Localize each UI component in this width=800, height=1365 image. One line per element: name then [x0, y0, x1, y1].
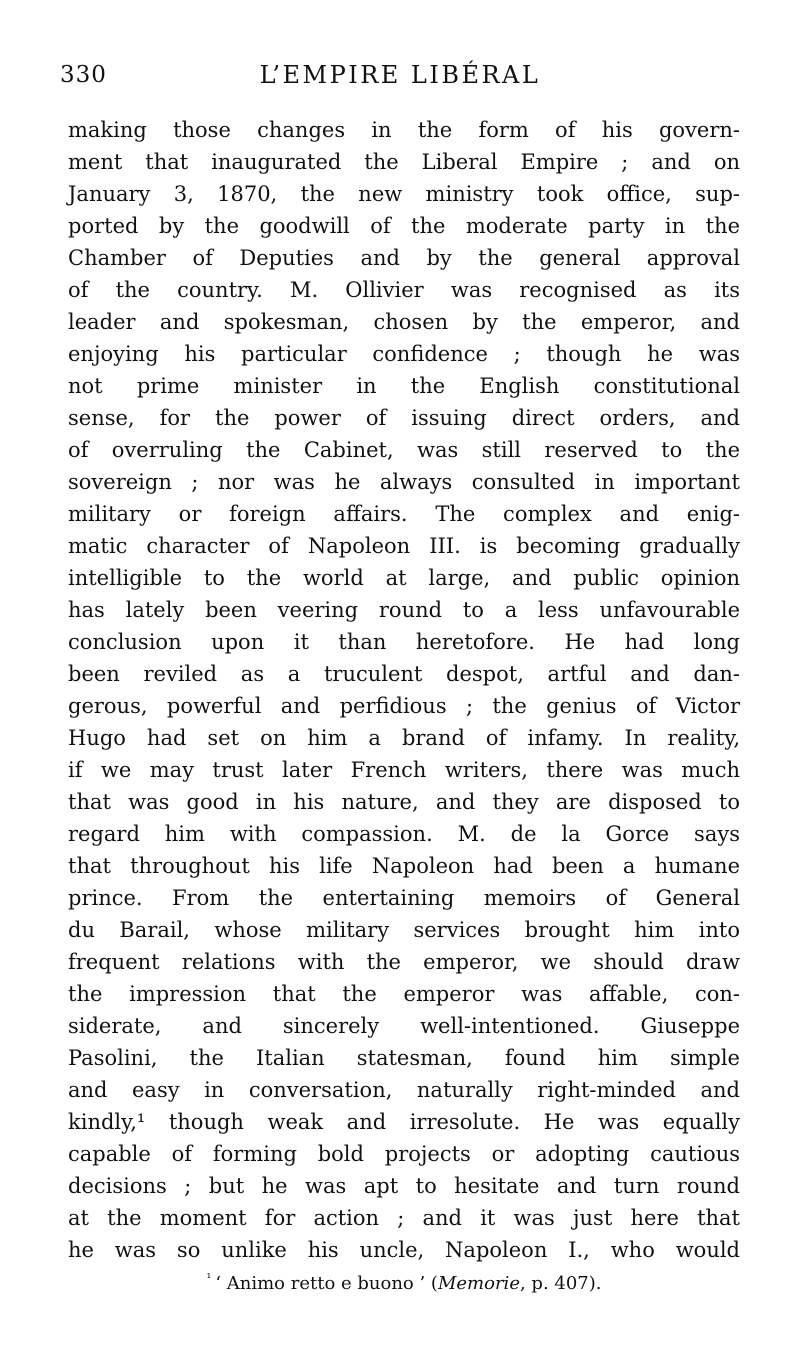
text-line: sense, for the power of issuing direct orders, and — [68, 406, 740, 430]
text-line: leader and spokesman, chosen by the emperor, and — [68, 310, 740, 334]
text-line: du Barail, whose military services brought him into — [68, 918, 740, 942]
text-line: Pasolini, the Italian statesman, found him simple — [68, 1046, 740, 1070]
text-line: ported by the goodwill of the moderate party in the — [68, 214, 740, 238]
footnote-text-before: ‘ Animo retto e buono ’ ( — [215, 1273, 438, 1294]
text-line: he was so unlike his uncle, Napoleon I., who would — [68, 1238, 740, 1262]
text-line: siderate, and sincerely well-intentioned. Giuseppe — [68, 1014, 740, 1038]
page-header-title: L’EMPIRE LIBÉRAL — [259, 61, 541, 89]
page-number: 330 — [60, 62, 107, 88]
body-text — [68, 114, 740, 1266]
text-line: January 3, 1870, the new ministry took office, sup- — [68, 182, 740, 206]
text-line: kindly,¹ though weak and irresolute. He was equally — [68, 1110, 740, 1134]
text-line: sovereign ; nor was he always consulted in important — [68, 470, 740, 494]
text-line: not prime minister in the English constitutional — [68, 374, 740, 398]
footnote-marker: ¹ — [206, 1271, 212, 1285]
text-line: enjoying his particular confidence ; though he was — [68, 342, 740, 366]
text-line: that throughout his life Napoleon had been a humane — [68, 854, 740, 878]
text-line: regard him with compassion. M. de la Gorce says — [68, 822, 740, 846]
text-line: of overruling the Cabinet, was still reserved to the — [68, 438, 740, 462]
text-line: Hugo had set on him a brand of infamy. In reality, — [68, 726, 740, 750]
text-line: if we may trust later French writers, there was much — [68, 758, 740, 782]
text-line: ment that inaugurated the Liberal Empire ; and on — [68, 150, 740, 174]
text-line: conclusion upon it than heretofore. He had long — [68, 630, 740, 654]
text-line: Chamber of Deputies and by the general approval — [68, 246, 740, 270]
text-line: frequent relations with the emperor, we should draw — [68, 950, 740, 974]
text-line: and easy in conversation, naturally right-minded and — [68, 1078, 740, 1102]
footnote — [68, 1272, 740, 1296]
text-line: gerous, powerful and perfidious ; the genius of Victor — [68, 694, 740, 718]
text-line: has lately been veering round to a less unfavourable — [68, 598, 740, 622]
running-header — [0, 60, 800, 92]
text-line: intelligible to the world at large, and public opinion — [68, 566, 740, 590]
text-line: matic character of Napoleon III. is becoming gradually — [68, 534, 740, 558]
text-line: been reviled as a truculent despot, artful and dan- — [68, 662, 740, 686]
text-line: capable of forming bold projects or adopting cautious — [68, 1142, 740, 1166]
footnote-work-title: Memorie — [437, 1273, 520, 1294]
text-line: the impression that the emperor was affable, con- — [68, 982, 740, 1006]
text-line: making those changes in the form of his govern- — [68, 118, 740, 142]
text-line: of the country. M. Ollivier was recognised as its — [68, 278, 740, 302]
text-line: at the moment for action ; and it was just here that — [68, 1206, 740, 1230]
text-line: military or foreign affairs. The complex and enig- — [68, 502, 740, 526]
text-line: that was good in his nature, and they are disposed to — [68, 790, 740, 814]
footnote-text-after: , p. 407). — [519, 1273, 602, 1294]
text-line: decisions ; but he was apt to hesitate and turn round — [68, 1174, 740, 1198]
text-line: prince. From the entertaining memoirs of General — [68, 886, 740, 910]
